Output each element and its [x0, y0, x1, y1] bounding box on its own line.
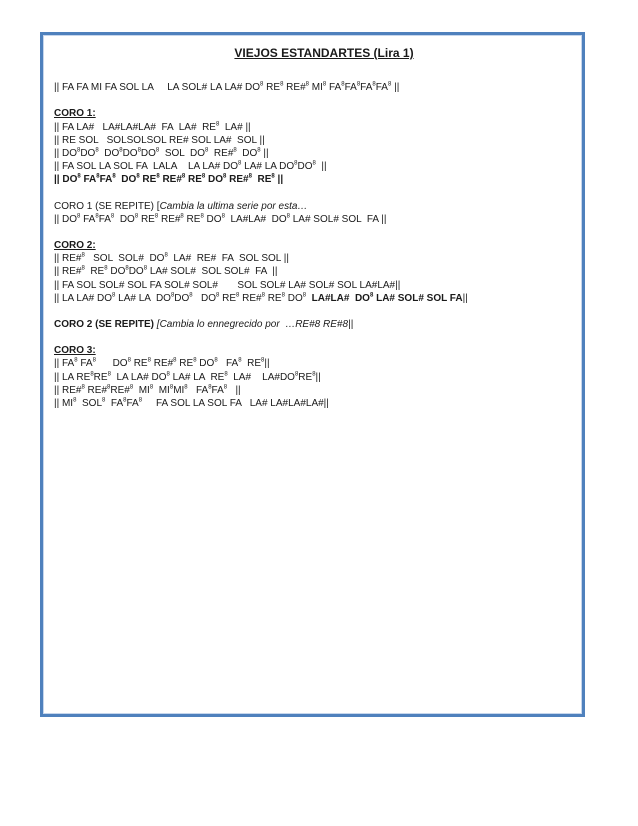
- superscript-octave: 8: [102, 397, 106, 404]
- text-run: MI: [133, 384, 150, 396]
- superscript-octave: 8: [387, 81, 392, 88]
- superscript-octave: 8: [107, 384, 111, 391]
- text-run: RE#: [226, 174, 249, 186]
- text-run: RE: [138, 213, 155, 225]
- text-run: ||: [227, 384, 241, 396]
- text-run: RE: [84, 266, 105, 278]
- text-run: || RE#: [54, 266, 82, 278]
- superscript-octave: 8: [96, 174, 100, 181]
- text-run: || LA RE: [54, 371, 91, 383]
- text-run: MI: [173, 384, 185, 396]
- coro3-line-1: [54, 357, 574, 370]
- text-run: ||: [315, 161, 327, 173]
- superscript-octave: 8: [173, 358, 177, 365]
- text-run: SOL SOL# DO: [84, 253, 165, 265]
- text-run: LA# SOL# SOL FA: [373, 292, 463, 304]
- text-run: DO: [114, 213, 135, 225]
- text-run: LA# SOL# SOL FA ||: [289, 213, 387, 225]
- superscript-octave: 8: [149, 384, 154, 391]
- coro2-header: CORO 2:: [54, 240, 96, 252]
- superscript-octave: 8: [125, 266, 129, 273]
- superscript-octave: 8: [305, 81, 309, 88]
- text-run: RE#: [84, 384, 108, 396]
- superscript-octave: 8: [302, 292, 307, 299]
- text-run: FA: [77, 358, 93, 370]
- text-run: LA#LA# DO: [224, 213, 287, 225]
- superscript-octave: 8: [312, 160, 316, 167]
- text-run: LA# LA RE: [169, 371, 225, 383]
- coro3-line-2: [54, 371, 574, 384]
- text-run: FA: [105, 398, 124, 410]
- superscript-octave: 8: [73, 397, 77, 404]
- text-run: [Cambia lo ennegrecido por …RE#8 RE#8||: [156, 319, 354, 331]
- text-run: RE: [93, 371, 108, 383]
- text-run: ||: [264, 358, 270, 370]
- text-run: ||: [391, 82, 400, 94]
- superscript-octave: 8: [257, 147, 261, 154]
- superscript-octave: 8: [369, 292, 374, 299]
- text-run: SOL: [76, 398, 103, 410]
- superscript-octave: 8: [312, 371, 316, 378]
- superscript-octave: 8: [81, 252, 85, 259]
- superscript-octave: 8: [181, 174, 186, 181]
- text-run: || FA: [54, 358, 75, 370]
- superscript-octave: 8: [223, 384, 228, 391]
- text-run: LA LA# DO: [110, 371, 167, 383]
- superscript-octave: 8: [200, 213, 204, 220]
- text-run: || MI: [54, 398, 74, 410]
- superscript-octave: 8: [205, 147, 209, 154]
- superscript-octave: 8: [261, 358, 265, 365]
- superscript-octave: 8: [215, 292, 220, 299]
- text-run: DO: [95, 358, 128, 370]
- superscript-octave: 8: [112, 174, 116, 181]
- superscript-octave: 8: [184, 384, 188, 391]
- coro2-line-3: [54, 279, 574, 292]
- superscript-octave: 8: [281, 292, 285, 299]
- text-run: || FA FA MI FA SOL LA LA SOL# LA LA# DO: [54, 82, 261, 94]
- text-run: DO: [122, 148, 138, 160]
- text-run: DO: [140, 148, 156, 160]
- superscript-octave: 8: [81, 384, 85, 391]
- intro-line: [54, 81, 574, 94]
- text-run: Cambia la ultima serie por esta…: [159, 200, 308, 212]
- text-run: FA: [211, 384, 224, 396]
- text-run: || RE#: [54, 384, 82, 396]
- text-run: RE#: [283, 82, 306, 94]
- text-run: LA# LA DO: [115, 292, 171, 304]
- superscript-octave: 8: [123, 397, 127, 404]
- superscript-octave: 8: [372, 81, 376, 88]
- page-title: VIEJOS ESTANDARTES (Lira 1): [234, 46, 414, 60]
- text-run: || FA SOL SOL# SOL FA SOL# SOL# SOL SOL# LA# SOL# SOL LA#LA#||: [54, 279, 401, 291]
- text-run: FA: [80, 213, 96, 225]
- text-run: DO: [297, 161, 313, 173]
- superscript-octave: 8: [95, 147, 99, 154]
- superscript-octave: 8: [169, 384, 174, 391]
- superscript-octave: 8: [214, 358, 218, 365]
- text-run: RE: [298, 371, 313, 383]
- superscript-octave: 8: [92, 358, 96, 365]
- text-run: RE: [130, 358, 148, 370]
- coro3-header: CORO 3:: [54, 345, 96, 357]
- text-run: DO: [115, 174, 137, 186]
- superscript-octave: 8: [134, 213, 139, 220]
- text-run: DO: [192, 292, 216, 304]
- superscript-octave: 8: [322, 81, 327, 88]
- text-run: ||: [315, 371, 321, 383]
- text-run: FA: [99, 174, 113, 186]
- text-run: FA: [217, 358, 239, 370]
- superscript-octave: 8: [143, 266, 148, 273]
- text-run: DO: [205, 174, 224, 186]
- superscript-octave: 8: [107, 371, 111, 378]
- text-run: DO: [107, 266, 126, 278]
- text-run: ||: [462, 292, 468, 304]
- superscript-octave: 8: [110, 213, 115, 220]
- text-run: RE#: [110, 384, 130, 396]
- text-run: FA SOL LA SOL FA LA# LA#LA#LA#||: [142, 398, 329, 410]
- text-run: || DO: [54, 148, 77, 160]
- superscript-octave: 8: [81, 266, 85, 273]
- text-run: LA# LA DO: [241, 161, 295, 173]
- coro2-line-2: [54, 265, 574, 278]
- coro1-header: CORO 1:: [54, 108, 96, 120]
- text-run: || LA LA# DO: [54, 292, 113, 304]
- text-run: || DO: [54, 174, 78, 186]
- text-run: RE: [251, 174, 272, 186]
- superscript-octave: 8: [261, 292, 265, 299]
- text-run: RE: [176, 358, 194, 370]
- text-run: FA: [326, 82, 342, 94]
- coro2-line-1: [54, 252, 574, 265]
- text-run: RE#: [159, 174, 182, 186]
- text-run: ||: [260, 148, 269, 160]
- text-run: CORO 2 (SE REPITE): [54, 319, 157, 331]
- text-run: RE#: [208, 148, 234, 160]
- text-run: MI: [153, 384, 170, 396]
- text-run: FA: [187, 384, 209, 396]
- superscript-octave: 8: [138, 397, 143, 404]
- text-run: FA: [98, 213, 111, 225]
- superscript-octave: 8: [215, 121, 220, 128]
- coro2-line-4: [54, 292, 574, 305]
- coro2-repeat-note: [54, 318, 574, 331]
- superscript-octave: 8: [166, 371, 170, 378]
- superscript-octave: 8: [208, 384, 212, 391]
- text-run: DO: [174, 292, 190, 304]
- superscript-octave: 8: [223, 174, 227, 181]
- coro1-line-3: [54, 147, 574, 160]
- text-run: || FA SOL LA SOL FA LALA LA LA# DO: [54, 161, 239, 173]
- superscript-octave: 8: [76, 147, 81, 154]
- text-run: RE: [139, 174, 157, 186]
- superscript-octave: 8: [77, 174, 81, 181]
- text-run: RE: [241, 358, 262, 370]
- text-run: LA#LA# DO: [311, 292, 370, 304]
- superscript-octave: 8: [280, 81, 284, 88]
- text-run: RE#: [150, 358, 174, 370]
- text-run: CORO 1 (SE REPITE) [: [54, 200, 160, 212]
- superscript-octave: 8: [147, 358, 151, 365]
- superscript-octave: 8: [248, 174, 252, 181]
- coro1-line-4: [54, 160, 574, 173]
- superscript-octave: 8: [271, 174, 275, 181]
- superscript-octave: 8: [136, 174, 140, 181]
- coro1-repeat-note: [54, 200, 574, 213]
- text-run: || RE SOL SOLSOLSOL RE# SOL LA# SOL ||: [54, 134, 265, 146]
- text-run: SOL DO: [159, 148, 206, 160]
- text-run: LA# SOL# SOL SOL# FA ||: [147, 266, 278, 278]
- text-run: FA: [80, 174, 97, 186]
- text-run: || DO: [54, 213, 77, 225]
- document-body: [54, 47, 574, 410]
- superscript-octave: 8: [95, 213, 99, 220]
- superscript-octave: 8: [294, 371, 299, 378]
- text-run: FA: [375, 82, 388, 94]
- superscript-octave: 8: [156, 174, 160, 181]
- superscript-octave: 8: [112, 292, 116, 299]
- superscript-octave: 8: [129, 384, 134, 391]
- coro1-repeat-line: [54, 213, 574, 226]
- superscript-octave: 8: [286, 213, 290, 220]
- superscript-octave: 8: [189, 292, 193, 299]
- superscript-octave: 8: [154, 213, 159, 220]
- superscript-octave: 8: [193, 358, 197, 365]
- text-run: LA# LA#DO: [227, 371, 295, 383]
- superscript-octave: 8: [238, 358, 242, 365]
- superscript-octave: 8: [294, 160, 298, 167]
- text-run: || RE#: [54, 253, 82, 265]
- text-run: RE: [219, 292, 236, 304]
- text-run: || FA LA# LA#LA#LA# FA LA# RE: [54, 121, 216, 133]
- superscript-octave: 8: [356, 81, 361, 88]
- text-run: DO: [236, 148, 258, 160]
- superscript-octave: 8: [164, 252, 168, 259]
- coro3-line-4: [54, 397, 574, 410]
- text-run: DO: [284, 292, 303, 304]
- coro1-line-2: [54, 134, 574, 147]
- text-run: MI: [308, 82, 323, 94]
- superscript-octave: 8: [260, 81, 264, 88]
- superscript-octave: 8: [170, 292, 175, 299]
- superscript-octave: 8: [74, 358, 78, 365]
- superscript-octave: 8: [137, 147, 141, 154]
- superscript-octave: 8: [233, 147, 237, 154]
- superscript-octave: 8: [76, 213, 81, 220]
- superscript-octave: 8: [104, 266, 108, 273]
- coro3-line-3: [54, 384, 574, 397]
- text-run: RE: [263, 82, 281, 94]
- superscript-octave: 8: [155, 147, 160, 154]
- text-run: RE#: [158, 213, 181, 225]
- text-run: RE#: [239, 292, 262, 304]
- superscript-octave: 8: [224, 371, 228, 378]
- text-run: DO: [203, 213, 222, 225]
- superscript-octave: 8: [221, 213, 225, 220]
- text-run: RE: [183, 213, 201, 225]
- superscript-octave: 8: [238, 160, 242, 167]
- text-run: FA: [126, 398, 139, 410]
- superscript-octave: 8: [180, 213, 184, 220]
- superscript-octave: 8: [236, 292, 240, 299]
- superscript-octave: 8: [90, 371, 94, 378]
- superscript-octave: 8: [127, 358, 131, 365]
- text-run: ||: [274, 174, 284, 186]
- coro1-line-1: [54, 121, 574, 134]
- text-run: FA: [360, 82, 373, 94]
- text-run: DO: [196, 358, 215, 370]
- text-run: DO: [98, 148, 120, 160]
- coro1-line-5: [54, 173, 574, 186]
- superscript-octave: 8: [119, 147, 123, 154]
- text-run: DO: [128, 266, 144, 278]
- text-run: LA# RE# FA SOL SOL ||: [167, 253, 289, 265]
- superscript-octave: 8: [201, 174, 206, 181]
- text-run: LA# ||: [219, 121, 251, 133]
- text-run: RE: [185, 174, 202, 186]
- text-run: RE: [264, 292, 282, 304]
- text-run: DO: [80, 148, 96, 160]
- text-run: FA: [344, 82, 357, 94]
- superscript-octave: 8: [341, 81, 345, 88]
